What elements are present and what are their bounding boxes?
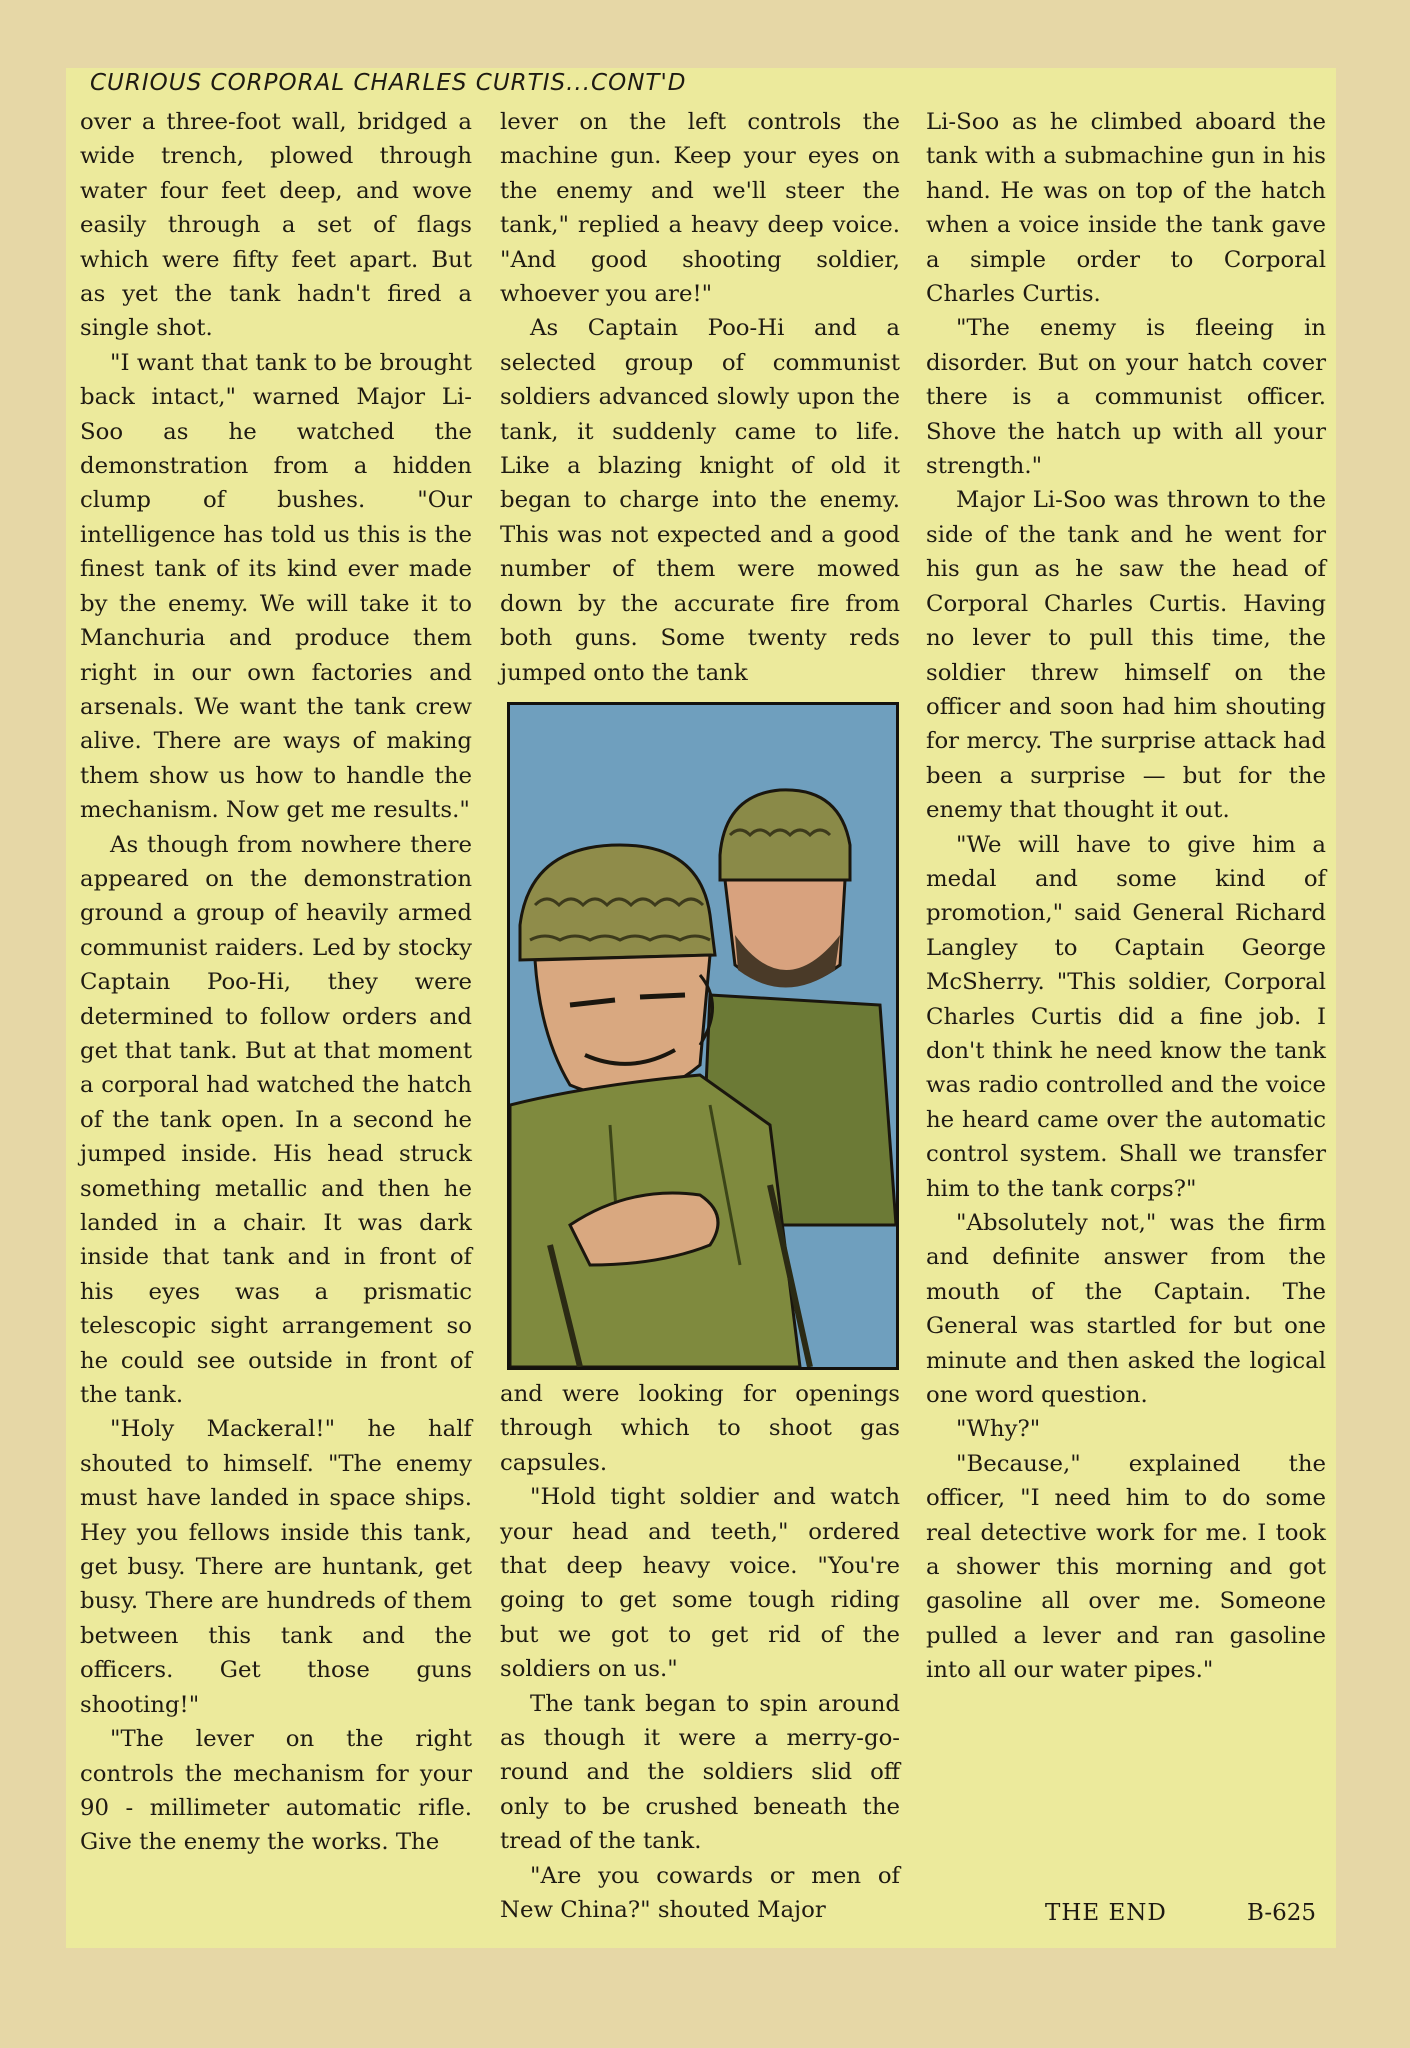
text-column-2-top [500,105,900,690]
paragraph: As though from nowhere there appeared on the demonstration ground a group of heavily armed communist raiders. Led by stocky Captain Poo-Hi, they were determined to follow orders and get that tank. But at that moment a corporal had watched the hatch of the tank open. In a second he jumped inside. His head struck something metallic and then he landed in a chair. It was dark inside that tank and in front of his eyes was a prismatic telescopic sight arrangement so he could see outside in front of the tank. [80,831,472,1409]
paragraph: "Holy Mackeral!" he half shouted to himself. "The enemy must have landed in space ships. Hey you fellows inside this tank, get busy. There are huntank, get busy. There are hundreds of them between this tank and the officers. Get those guns shooting!" [80,1416,472,1718]
paragraph: "The enemy is fleeing in disorder. But on your hatch cover there is a communist officer. Shove the hatch up with all your strength." [926,315,1326,480]
paragraph: "Why?" [956,1416,1041,1443]
paragraph: "Hold tight soldier and watch your head and teeth," ordered that deep heavy voice. "You're going to get some tough riding but we got to get rid of the soldiers on us." [500,1484,900,1683]
paragraph: and were looking for openings through which to shoot gas capsules. [500,1381,900,1476]
soldiers-drawing [510,705,896,1367]
paragraph: "Absolutely not," was the firm and definite answer from the mouth of the Captain. The General was startled for but one minute and then asked the logical one word question. [926,1210,1326,1409]
soldiers-illustration [507,702,899,1370]
paragraph: "I want that tank to be brought back intact," warned Major Li-Soo as he watched the demonstration from a hidden clump of bushes. "Our intelligence has told us this is the finest tank of its kind ever made by the enemy. We will take it to Manchuria and produce them right in our own factories and arsenals. We want the tank crew alive. There are ways of making them show us how to handle the mechanism. Now get me results." [80,349,472,824]
paragraph: "The lever on the right controls the mechanism for your 90 - millimeter automatic rifle. Give the enemy the works. The [80,1726,472,1856]
paragraph: "Because," explained the officer, "I need him to do some real detective work for me. I took a shower this morning and got gasoline all over me. Someone pulled a lever and ran gasoline into all our water pipes." [926,1450,1326,1684]
paragraph: over a three-foot wall, bridged a wide trench, plowed through water four feet deep, and wove easily through a set of flags which were fifty feet apart. But as yet the tank hadn't fired a single shot. [80,109,472,342]
text-column-1 [80,105,472,1860]
paragraph: "Are you cowards or men of New China?" shouted Major [500,1862,900,1924]
text-column-3 [926,105,1326,1688]
paragraph: As Captain Poo-Hi and a selected group of communist soldiers advanced slowly upon the tank, it suddenly came to life. Like a blazing knight of old it began to charge into the enemy. This was not expected and a good number of them were mowed down by the accurate fire from both guns. Some twenty reds jumped onto the tank [500,315,900,686]
story-heading: CURIOUS CORPORAL CHARLES CURTIS...CONT'D [90,70,687,96]
paragraph: The tank began to spin around as though it were a merry-go-round and the soldiers slid off only to be crushed beneath the tread of the tank. [500,1690,900,1855]
paragraph: "We will have to give him a medal and some kind of promotion," said General Richard Langley to Captain George McSherry. "This soldier, Corporal Charles Curtis did a fine job. I don't think he need know the tank was radio controlled and the voice he heard came over the automatic control system. Shall we transfer him to the tank corps?" [926,831,1326,1202]
paragraph: lever on the left controls the machine gun. Keep your eyes on the enemy and we'll steer the tank," replied a heavy deep voice. "And good shooting soldier, whoever you are!" [500,109,900,308]
page-code: B-625 [1247,1900,1316,1926]
paragraph: Li-Soo as he climbed aboard the tank with a submachine gun in his hand. He was on top of the hatch when a voice inside the tank gave a simple order to Corporal Charles Curtis. [926,109,1326,308]
the-end-label: THE END [1045,1900,1167,1926]
paragraph: Major Li-Soo was thrown to the side of the tank and he went for his gun as he saw the head of Corporal Charles Curtis. Having no lever to pull this time, the soldier threw himself on the officer and soon had him shouting for mercy. The surprise attack had been a surprise — but for the enemy that thought it out. [926,487,1326,824]
text-column-2-bottom [500,1377,900,1928]
